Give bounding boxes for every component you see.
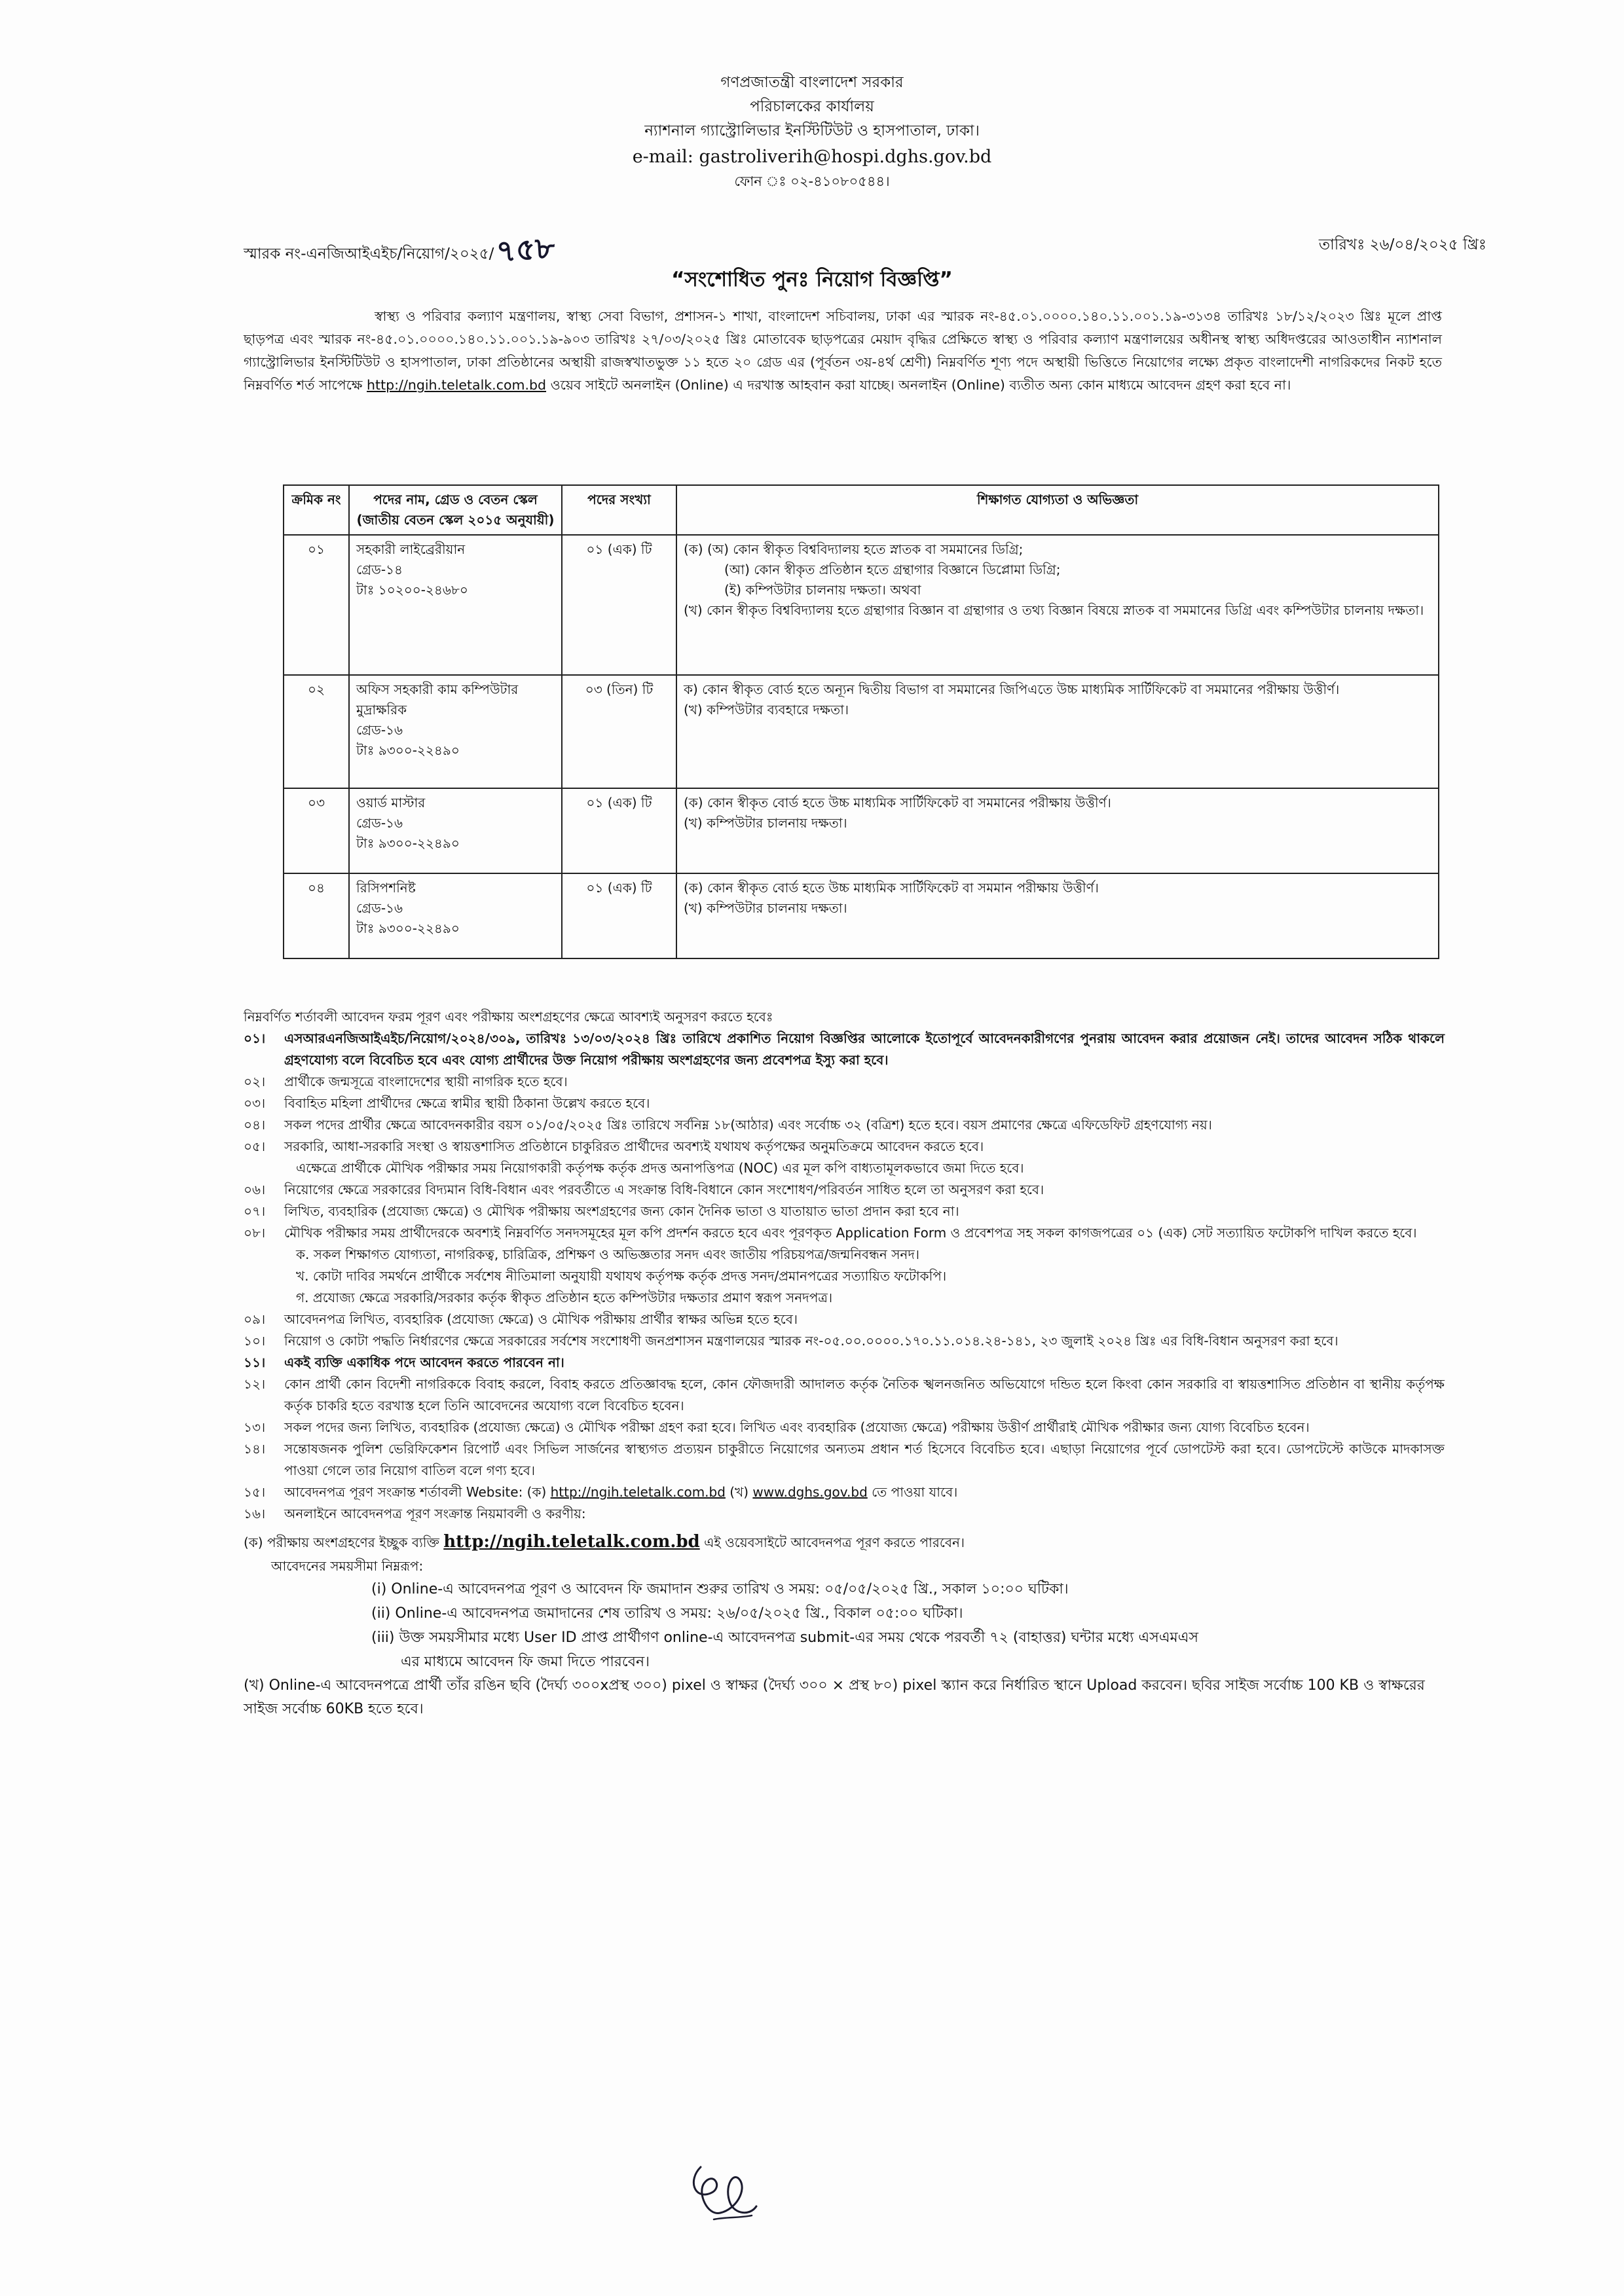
table-row	[284, 675, 1439, 788]
term-number: ০১।	[244, 1030, 266, 1046]
qual-line: ক) কোন স্বীকৃত বোর্ড হতে অন্যূন দ্বিতীয় বিভাগ বা সমমানের জিপিএতে উচ্চ মাধ্যমিক সার্টিফিকেট বা সমমানের পরীক্ষায় উত্তীর্ণ।	[684, 682, 1340, 697]
post-scale: টাঃ ৯৩০০-২২৪৯০	[356, 920, 460, 936]
schedule-item-cont: এর মাধ্যমে আবেদন ফি জমা দিতে পারবেন।	[401, 1654, 650, 1670]
schedule-lead: আবেদনের সময়সীমা নিম্নরূপ:	[271, 1558, 424, 1574]
row-count: ০১ (এক) টি	[562, 873, 676, 958]
row-qualification	[676, 675, 1439, 788]
post-name: ওয়ার্ড মাস্টার	[356, 795, 426, 811]
term-15-text: (খ)	[729, 1484, 749, 1500]
qual-line: (খ) কম্পিউটার চালনায় দক্ষতা।	[684, 815, 847, 831]
signature-icon	[674, 2154, 766, 2232]
term-text: লিখিত, ব্যবহারিক (প্রযোজ্য ক্ষেত্রে) ও মৌখিক পরীক্ষায় অংশগ্রহণের জন্য কোন দৈনিক ভাতা ও যাতায়াত ভাতা প্রদান করা হবে না।	[284, 1203, 959, 1219]
term-15-text: তে পাওয়া যাবে।	[872, 1484, 958, 1500]
term-item	[244, 1071, 1445, 1093]
teletalk-link[interactable]: http://ngih.teletalk.com.bd	[550, 1484, 726, 1500]
term-text: আবেদনপত্র লিখিত, ব্যবহারিক (প্রযোজ্য ক্ষেত্রে) ও মৌখিক পরীক্ষায় প্রার্থীর স্বাক্ষর অভিন্ন হতে হবে।	[284, 1311, 798, 1327]
intro-paragraph	[244, 305, 1442, 397]
term-number: ০৯।	[244, 1311, 266, 1327]
table-row	[284, 788, 1439, 873]
schedule-item: (iii) উক্ত সময়সীমার মধ্যে User ID প্রাপ্ত প্রার্থীগণ online-এ আবেদনপত্র submit-এর সময় থেকে পরবর্তী ৭২ (বাহাত্তর) ঘন্টার মধ্যে এসএমএস	[371, 1630, 1199, 1646]
qual-line: (ক) কোন স্বীকৃত বোর্ড হতে উচ্চ মাধ্যমিক সার্টিফিকেট বা সমমানের পরীক্ষায় উত্তীর্ণ।	[684, 795, 1111, 811]
dghs-link[interactable]: www.dghs.gov.bd	[752, 1484, 868, 1500]
qual-line: (খ) কোন স্বীকৃত বিশ্ববিদ্যালয় হতে গ্রন্থাগার বিজ্ঞান বা গ্রন্থাগার ও তথ্য বিজ্ঞান বিষয়ে স্নাতক বা সমমানের ডিগ্রি এবং কম্পিউটার চালনায় দক্ষতা।	[684, 602, 1424, 618]
row-count: ০৩ (তিন) টি	[562, 675, 676, 788]
table-header-row	[284, 485, 1439, 535]
term-text: সরকারি, আধা-সরকারি সংস্থা ও স্বায়ত্তশাসিত প্রতিষ্ঠানে চাকুরিরত প্রার্থীদের অবশ্যই যথাযথ কর্তৃপক্ষের অনুমতিক্রমে আবেদন করতে হবে।	[284, 1139, 984, 1154]
row-post	[349, 535, 562, 675]
term-number: ০৩।	[244, 1095, 266, 1111]
row-count: ০১ (এক) টি	[562, 788, 676, 873]
term-number: ০২।	[244, 1074, 266, 1089]
institute-name: ন্যাশনাল গ্যাস্ট্রোলিভার ইনস্টিটিউট ও হাসপাতাল, ঢাকা।	[644, 122, 980, 139]
term-text: একই ব্যক্তি একাধিক পদে আবেদন করতে পারবেন না।	[284, 1355, 564, 1370]
row-qualification	[676, 535, 1439, 675]
online-apply-line	[244, 1529, 1445, 1556]
term-number: ১৩।	[244, 1419, 266, 1435]
term-text: মৌখিক পরীক্ষার সময় প্রার্থীদেরকে অবশ্যই নিম্নবর্ণিত সনদসমূহের মূল কপি প্রদর্শন করতে হবে এবং পূরণকৃত Application Form ও প্রবেশপত্র সহ সকল কাগজপত্রের ০১ (এক) সেট সত্যায়িত ফটোকপি দাখিল করতে হবে।	[284, 1225, 1417, 1241]
term-number: ০৬।	[244, 1182, 266, 1197]
term-15-text: আবেদনপত্র পূরণ সংক্রান্ত শর্তাবলী Website: (ক)	[284, 1484, 547, 1500]
term-text: প্রার্থীকে জন্মসূত্রে বাংলাদেশের স্থায়ী নাগরিক হতে হবে।	[284, 1074, 568, 1089]
row-count: ০১ (এক) টি	[562, 535, 676, 675]
term-text: নিয়োগের ক্ষেত্রে সরকারের বিদ্যমান বিধি-বিধান এবং পরবর্তীতে এ সংক্রান্ত বিধি-বিধানে কোন সংশোধণ/পরিবর্তন সাধিত হলে তা অনুসরণ করা হবে।	[284, 1182, 1044, 1197]
row-serial: ০৪	[284, 873, 349, 958]
online-apply-link[interactable]: http://ngih.teletalk.com.bd	[443, 1532, 700, 1552]
posts-table	[283, 484, 1439, 959]
qual-line: (খ) কম্পিউটার ব্যবহারে দক্ষতা।	[684, 702, 849, 718]
online-apply-lead: (ক) পরীক্ষায় অংশগ্রহণের ইচ্ছুক ব্যক্তি	[244, 1535, 439, 1550]
intro-link[interactable]: http://ngih.teletalk.com.bd	[367, 377, 547, 393]
term-number: ১৫।	[244, 1484, 266, 1500]
term-number: ০৫।	[244, 1139, 266, 1154]
upload-instructions: (খ) Online-এ আবেদনপত্রে প্রার্থী তাঁর রঙিন ছবি (দৈর্ঘ্য ৩০০xপ্রস্থ ৩০০) pixel ও স্বাক্ষর (দৈর্ঘ্য ৩০০ × প্রস্থ ৮০) pixel স্ক্যান করে নির্ধারিত স্থানে Upload করবেন। ছবির সাইজ সর্বোচ্চ 100 KB ও স্বাক্ষরের সাইজ সর্বোচ্চ 60KB হতে হবে।	[244, 1677, 1425, 1717]
schedule-item: (ii) Online-এ আবেদনপত্র জমাদানের শেষ তারিখ ও সময়: ২৬/০৫/২০২৫ খ্রি., বিকাল ০৫:০০ ঘটিকা।	[371, 1605, 963, 1622]
term-item	[244, 1503, 1445, 1525]
post-name: অফিস সহকারী কাম কম্পিউটার মুদ্রাক্ষরিক	[356, 682, 519, 718]
memo-prefix: স্মারক নং-এনজিআইএইচ/নিয়োগ/২০২৫/	[244, 246, 494, 263]
terms-lead: নিম্নবর্ণিত শর্তাবলী আবেদন ফরম পূরণ এবং পরীক্ষায় অংশগ্রহণের ক্ষেত্রে আবশ্যই অনুসরণ করতে হবেঃ	[244, 1009, 773, 1025]
term-item	[244, 1028, 1445, 1071]
post-name: রিসিপশনিষ্ট	[356, 880, 416, 896]
term-text: এসআরএনজিআইএইচ/নিয়োগ/২০২৪/৩০৯, তারিখঃ ১৩/০৩/২০২৪ খ্রিঃ তারিখে প্রকাশিত নিয়োগ বিজ্ঞপ্তির আলোকে ইতোপূর্বে আবেদনকারীগণের পুনরায় আবেদন করার প্রয়োজন নেই। তাদের আবেদন সঠিক থাকলে গ্রহণযোগ্য বলে বিবেচিত হবে এবং যোগ্য প্রার্থীদের উক্ত নিয়োগ পরীক্ষায় অংশগ্রহণের জন্য প্রবেশপত্র ইস্যু করা হবে।	[284, 1030, 1445, 1068]
online-apply-tail: এই ওয়েবসাইটে আবেদনপত্র পূরণ করতে পারবেন।	[704, 1535, 965, 1550]
table-row	[284, 535, 1439, 675]
term-number: ১২।	[244, 1376, 266, 1392]
row-qualification	[676, 788, 1439, 873]
post-scale: টাঃ ৯৩০০-২২৪৯০	[356, 835, 460, 851]
post-grade: গ্রেড-১৪	[356, 562, 403, 577]
qual-line: (ই) কম্পিউটার চালনায় দক্ষতা। অথবা	[724, 582, 921, 598]
intro-text-1: স্বাস্থ্য ও পরিবার কল্যাণ মন্ত্রণালয়, স্বাস্থ্য সেবা বিভাগ, প্রশাসন-১ শাখা, বাংলাদেশ সচিবালয়, ঢাকা এর স্মারক নং-৪৫.০১.০০০০.১৪০.১১.০০১.১৯-৩১৩৪ তারিখঃ ১৮/১২/২০২৩ খ্রিঃ মূলে প্রাপ্ত ছাড়পত্র এবং স্মারক নং-৪৫.০১.০০০০.১৪০.১১.০০১.১৯-৯০৩ তারিখঃ ২৭/০৩/২০২৫ খ্রিঃ মোতাবেক ছাড়পত্রের মেয়াদ বৃদ্ধির প্রেক্ষিতে স্বাস্থ্য ও পরিবার কল্যাণ মন্ত্রণালয়ের অধীনস্থ স্বাস্থ্য অধিদপ্তরের আওতাধীন ন্যাশনাল গ্যাস্ট্রোলিভার ইনস্টিটিউট ও হাসপাতাল, ঢাকা প্রতিষ্ঠানের অস্থায়ী রাজস্বখাতভুক্ত ১১ হতে ২০ গ্রেড এর (পূর্বতন ৩য়-৪র্থ শ্রেণী) নিম্নবর্ণিত শূণ্য পদে অস্থায়ী ভিত্তিতে নিয়োগের লক্ষ্যে প্রকৃত বাংলাদেশী নাগরিকদের নিকট হতে নিম্নবর্ণিত শর্ত সাপেক্ষে	[244, 308, 1442, 393]
term-item	[244, 1114, 1445, 1136]
row-qualification	[676, 873, 1439, 958]
term-item	[244, 1201, 1445, 1222]
row-serial: ০১	[284, 535, 349, 675]
schedule-item: (i) Online-এ আবেদনপত্র পূরণ ও আবেদন ফি জমাদান শুরুর তারিখ ও সময়: ০৫/০৫/২০২৫ খ্রি., সকাল ১০:০০ ঘটিকা।	[371, 1581, 1069, 1597]
term-item	[244, 1417, 1445, 1438]
term-text: সকল পদের জন্য লিখিত, ব্যবহারিক (প্রযোজ্য ক্ষেত্রে) ও মৌখিক পরীক্ষা গ্রহণ করা হবে। লিখিত এবং ব্যবহারিক (প্রযোজ্য ক্ষেত্রে) পরীক্ষায় উত্তীর্ণ প্রার্থীরাই মৌখিক পরীক্ষার জন্য যোগ্য বিবেচিত হবেন।	[284, 1419, 1310, 1435]
term-number: ০৮।	[244, 1225, 266, 1241]
term-text: কোন প্রার্থী কোন বিদেশী নাগরিককে বিবাহ করলে, বিবাহ করতে প্রতিজ্ঞাবদ্ধ হলে, কোন ফৌজদারী আদালত কর্তৃক নৈতিক স্খলনজনিত অভিযোগে দন্ডিত হলে কিংবা কোন সরকারি বা স্বায়ত্তশাসিত প্রতিষ্ঠান বা স্থানীয় কর্তৃপক্ষ কর্তৃক চাকরি হতে বরখাস্ত হলে তিনি আবেদনের অযোগ্য বলে বিবেচিত হবেন।	[284, 1376, 1445, 1413]
row-serial: ০৩	[284, 788, 349, 873]
doc-list-item: গ. প্রযোজ্য ক্ষেত্রে সরকারি/সরকার কর্তৃক স্বীকৃত প্রতিষ্ঠান হতে কম্পিউটার দক্ষতার প্রমাণ স্বরূপ সনদপত্র।	[296, 1290, 833, 1305]
header-count: পদের সংখ্যা	[562, 485, 676, 535]
qual-line: (ক) (অ) কোন স্বীকৃত বিশ্ববিদ্যালয় হতে স্নাতক বা সমমানের ডিগ্রি;	[684, 541, 1024, 557]
header-post: পদের নাম, গ্রেড ও বেতন স্কেল (জাতীয় বেতন স্কেল ২০১৫ অনুযায়ী)	[349, 485, 562, 535]
term-text	[284, 1482, 1445, 1503]
post-scale: টাঃ ১০২০০-২৪৬৮০	[356, 582, 468, 598]
term-item	[244, 1438, 1445, 1482]
term-number: ১০।	[244, 1333, 266, 1349]
post-grade: গ্রেড-১৬	[356, 900, 403, 916]
term-item	[244, 1222, 1445, 1244]
govt-name: গণপ্রজাতন্ত্রী বাংলাদেশ সরকার	[720, 74, 904, 91]
term-item	[244, 1136, 1445, 1157]
post-grade: গ্রেড-১৬	[356, 722, 403, 738]
term-number: ১৪।	[244, 1441, 266, 1457]
header-serial: ক্রমিক নং	[284, 485, 349, 535]
term-item	[244, 1179, 1445, 1201]
memo-date: তারিখঃ ২৬/০৪/২০২৫ খ্রিঃ	[1318, 236, 1486, 253]
post-name: সহকারী লাইব্রেরীয়ান	[356, 541, 466, 557]
term-text: সকল পদের প্রার্থীর ক্ষেত্রে আবেদনকারীর বয়স ০১/০৫/২০২৫ খ্রিঃ তারিখে সর্বনিম্ন ১৮(আঠার) এবং সর্বোচ্চ ৩২ (বত্রিশ) হতে হবে। বয়স প্রমাণের ক্ষেত্রে এফিডেফিট গ্রহণযোগ্য নয়।	[284, 1117, 1212, 1133]
term-text: নিয়োগ ও কোটা পদ্ধতি নির্ধারণের ক্ষেত্রে সরকারের সর্বশেষ সংশোধণী জনপ্রশাসন মন্ত্রণালয়ের স্মারক নং-০৫.০০.০০০০.১৭০.১১.০১৪.২৪-১৪১, ২৩ জুলাই ২০২৪ খ্রিঃ এর বিধি-বিধান অনুসরণ করা হবে।	[284, 1333, 1338, 1349]
term-text: অনলাইনে আবেদনপত্র পূরণ সংক্রান্ত নিয়মাবলী ও করণীয়:	[284, 1506, 586, 1522]
row-post	[349, 675, 562, 788]
term-item	[244, 1352, 1445, 1374]
term-item	[244, 1330, 1445, 1352]
term-05-note: এক্ষেত্রে প্রার্থীকে মৌখিক পরীক্ষার সময় নিয়োগকারী কর্তৃপক্ষ কর্তৃক প্রদত্ত অনাপত্তিপত্র (NOC) এর মূল কপি বাধ্যতামূলকভাবে জমা দিতে হবে।	[296, 1160, 1024, 1176]
post-grade: গ্রেড-১৬	[356, 815, 403, 831]
notice-title: “সংশোধিত পুনঃ নিয়োগ বিজ্ঞপ্তি”	[671, 268, 953, 291]
email-line: e-mail: gastroliverih@hospi.dghs.gov.bd	[632, 147, 992, 167]
letterhead	[0, 71, 1624, 192]
phone-line: ফোন ঃ ০২-৪১০৮০৫৪৪।	[734, 173, 890, 189]
row-post	[349, 788, 562, 873]
term-number: ১৬।	[244, 1506, 266, 1522]
qual-line: (খ) কম্পিউটার চালনায় দক্ষতা।	[684, 900, 847, 916]
row-post	[349, 873, 562, 958]
post-scale: টাঃ ৯৩০০-২২৪৯০	[356, 742, 460, 758]
doc-list-item: খ. কোটা দাবির সমর্থনে প্রার্থীকে সর্বশেষ নীতিমালা অনুযায়ী যথাযথ কর্তৃপক্ষ কর্তৃক প্রদত্ত সনদ/প্রমানপত্রের সত্যায়িত ফটোকপি।	[296, 1268, 947, 1284]
qual-line: (ক) কোন স্বীকৃত বোর্ড হতে উচ্চ মাধ্যমিক সার্টিফিকেট বা সমমান পরীক্ষায় উত্তীর্ণ।	[684, 880, 1099, 896]
term-item	[244, 1374, 1445, 1417]
terms-section	[244, 1006, 1445, 1721]
term-text: বিবাহিত মহিলা প্রার্থীদের ক্ষেত্রে স্বামীর স্থায়ী ঠিকানা উল্লেখ করতে হবে।	[284, 1095, 650, 1111]
term-number: ০৭।	[244, 1203, 266, 1219]
header-qualification: শিক্ষাগত যোগ্যতা ও অভিজ্ঞতা	[676, 485, 1439, 535]
term-text: সন্তোষজনক পুলিশ ভেরিফিকেশন রিপোর্ট এবং সিভিল সার্জনের স্বাস্থ্যগত প্রত্যয়ন চাকুরীতে নিয়োগের অন্যতম প্রধান শর্ত হিসেবে বিবেচিত হবে। এছাড়া নিয়োগের পূর্বে ডোপটেস্ট করা হবে। ডোপটেস্টে কাউকে মাদকাসক্ত পাওয়া গেলে তার নিয়োগ বাতিল বলে গণ্য হবে।	[284, 1441, 1445, 1478]
term-item-15	[244, 1482, 1445, 1503]
intro-text-2: ওয়েব সাইটে অনলাইন (Online) এ দরখাস্ত আহবান করা যাচ্ছে। অনলাইন (Online) ব্যতীত অন্য কোন মাধ্যমে আবেদন গ্রহণ করা হবে না।	[550, 377, 1291, 393]
qual-line: (আ) কোন স্বীকৃত প্রতিষ্ঠান হতে গ্রন্থাগার বিজ্ঞানে ডিপ্লোমা ডিগ্রি;	[724, 562, 1061, 577]
doc-list-item: ক. সকল শিক্ষাগত যোগ্যতা, নাগরিকত্ব, চারিত্রিক, প্রশিক্ষণ ও অভিজ্ঞতার সনদ এবং জাতীয় পরিচয়পত্র/জন্মনিবন্ধন সনদ।	[296, 1247, 920, 1262]
term-item	[244, 1309, 1445, 1330]
memo-handwritten-number: ৭৫৮	[495, 229, 557, 270]
table-row	[284, 873, 1439, 958]
row-serial: ০২	[284, 675, 349, 788]
term-number: ১১।	[244, 1355, 266, 1370]
term-number: ০৪।	[244, 1117, 266, 1133]
term-item	[244, 1093, 1445, 1114]
office-name: পরিচালকের কার্যালয়	[750, 98, 874, 115]
